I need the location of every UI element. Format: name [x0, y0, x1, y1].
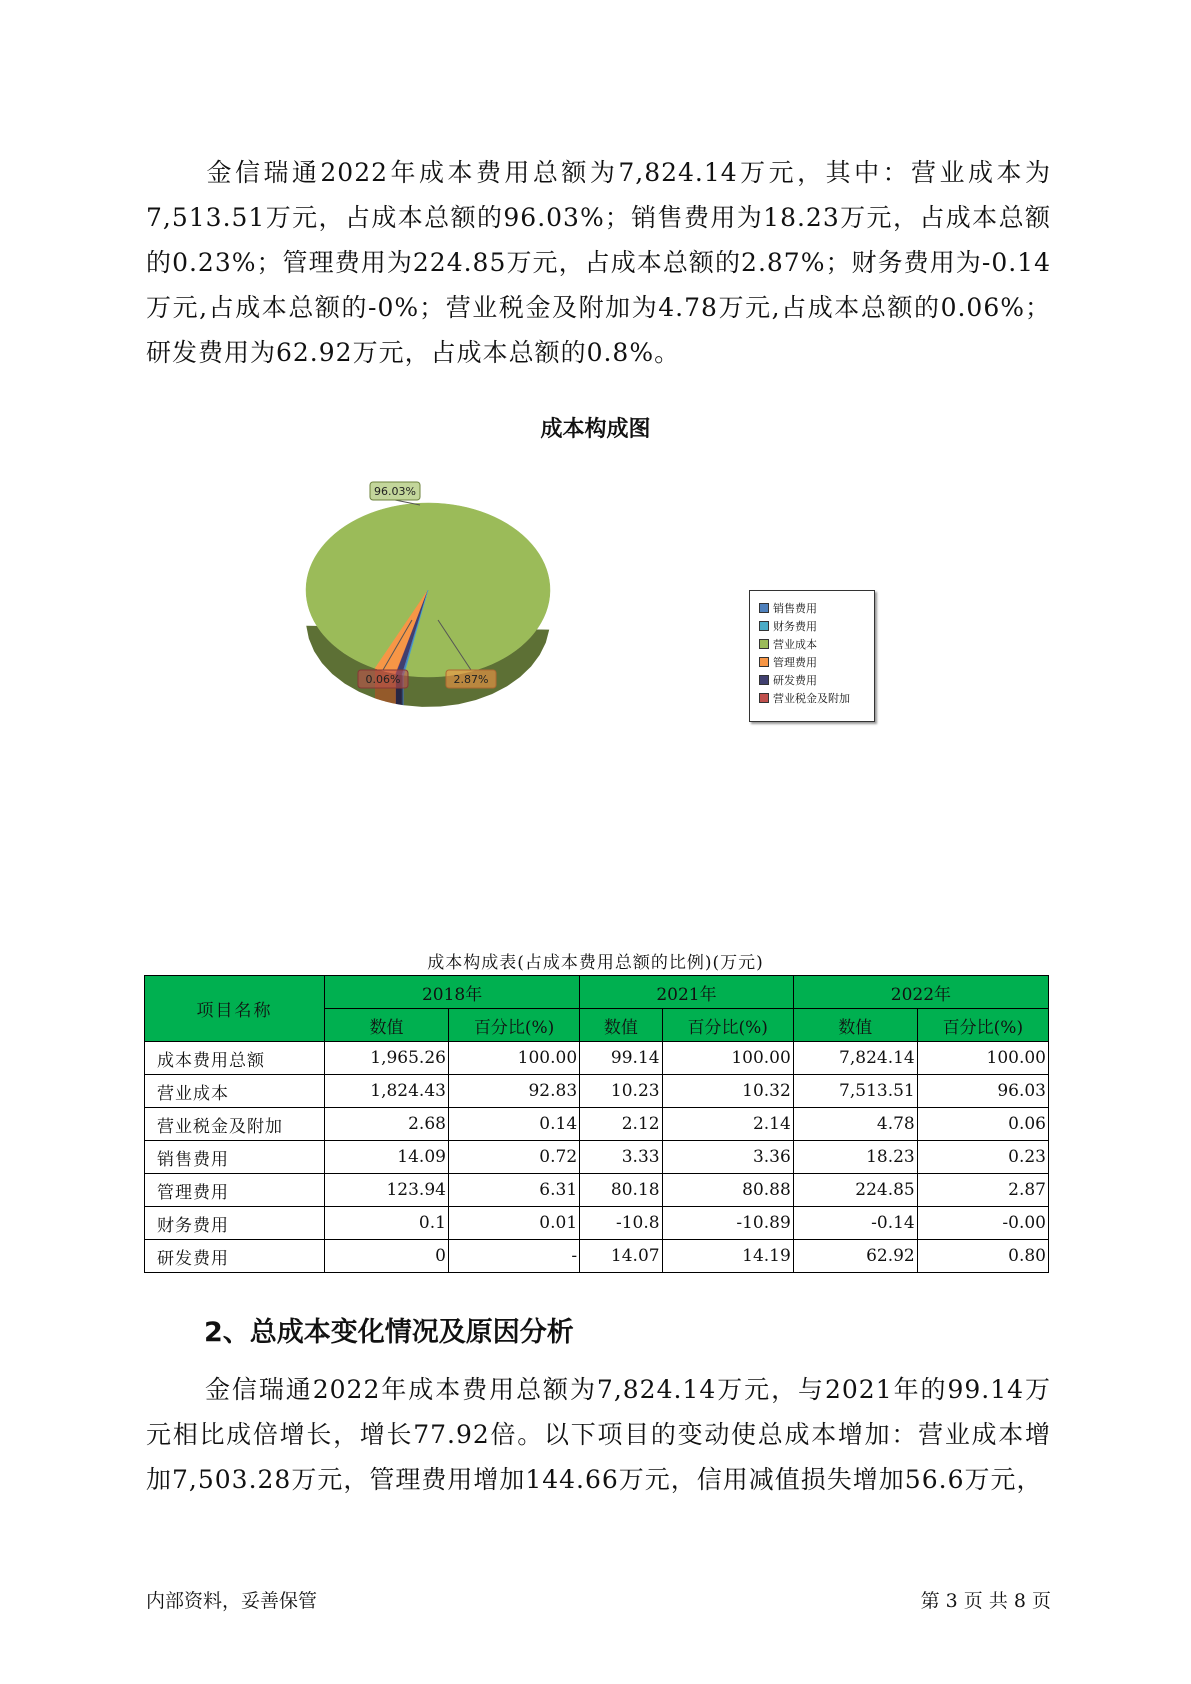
header-year: 2018年	[325, 976, 580, 1009]
percent-cell: 80.88	[662, 1174, 793, 1207]
table-row	[145, 1207, 1049, 1240]
legend-item	[759, 637, 817, 653]
value-cell: 123.94	[325, 1174, 449, 1207]
percent-cell: 3.36	[662, 1141, 793, 1174]
row-label: 成本费用总额	[145, 1042, 325, 1075]
value-cell: 3.33	[580, 1141, 662, 1174]
paragraph-cost-change	[146, 1367, 1051, 1502]
legend-item	[759, 655, 817, 671]
legend-swatch	[759, 603, 769, 613]
paragraph-cost-summary-text: 金信瑞通2022年成本费用总额为7,824.14万元，其中：营业成本为7,513.51万元，占成本总额的96.03%；销售费用为18.23万元，占成本总额的0.23%；管理费用为224.85万元，占成本总额的2.87%；财务费用为-0.14万元,占成本总额的-0%；营业税金及附加为4.78万元,占成本总额的0.06%；研发费用为62.92万元，占成本总额的0.8%。	[146, 158, 1051, 367]
legend-item	[759, 619, 817, 635]
paragraph-cost-change-text: 金信瑞通2022年成本费用总额为7,824.14万元，与2021年的99.14万元相比成倍增长，增长77.92倍。以下项目的变动使总成本增加：营业成本增加7,503.28万元，管理费用增加144.66万元，信用减值损失增加56.6万元，	[146, 1375, 1051, 1494]
legend-label: 营业成本	[773, 638, 817, 651]
table-row	[145, 1108, 1049, 1141]
percent-cell: 0.06	[917, 1108, 1048, 1141]
percent-cell: 100.00	[917, 1042, 1048, 1075]
table-caption: 成本构成表(占成本费用总额的比例)(万元)	[427, 953, 764, 973]
percent-cell: 10.32	[662, 1075, 793, 1108]
percent-cell: -	[448, 1240, 579, 1273]
value-cell: 224.85	[793, 1174, 917, 1207]
value-cell: 80.18	[580, 1174, 662, 1207]
footer-confidential: 内部资料，妥善保管	[146, 1590, 318, 1612]
percent-cell: 14.19	[662, 1240, 793, 1273]
percent-cell: 6.31	[448, 1174, 579, 1207]
percent-cell: 2.87	[917, 1174, 1048, 1207]
row-label: 营业成本	[145, 1075, 325, 1108]
value-cell: 18.23	[793, 1141, 917, 1174]
pie-chart	[290, 470, 710, 730]
percent-cell: -10.89	[662, 1207, 793, 1240]
header-percent: 百分比(%)	[662, 1009, 793, 1042]
chart-title: 成本构成图	[540, 417, 651, 442]
row-label: 管理费用	[145, 1174, 325, 1207]
paragraph-cost-summary	[146, 150, 1051, 375]
footer-page-number: 第 3 页 共 8 页	[920, 1590, 1051, 1612]
legend-swatch	[759, 621, 769, 631]
header-value: 数值	[580, 1009, 662, 1042]
percent-cell: 0.80	[917, 1240, 1048, 1273]
header-value: 数值	[325, 1009, 449, 1042]
cost-structure-table	[144, 975, 1049, 1273]
percent-cell: 0.14	[448, 1108, 579, 1141]
header-year: 2022年	[793, 976, 1048, 1009]
header-percent: 百分比(%)	[917, 1009, 1048, 1042]
legend-swatch	[759, 657, 769, 667]
legend-item	[759, 673, 817, 689]
value-cell: 62.92	[793, 1240, 917, 1273]
row-label: 财务费用	[145, 1207, 325, 1240]
legend-swatch	[759, 693, 769, 703]
legend-label: 财务费用	[773, 620, 817, 633]
value-cell: -10.8	[580, 1207, 662, 1240]
percent-cell: 92.83	[448, 1075, 579, 1108]
header-year: 2021年	[580, 976, 794, 1009]
percent-cell: 100.00	[448, 1042, 579, 1075]
value-cell: 0.1	[325, 1207, 449, 1240]
chart-legend	[749, 590, 875, 722]
value-cell: 7,824.14	[793, 1042, 917, 1075]
row-label: 研发费用	[145, 1240, 325, 1273]
table-row	[145, 1174, 1049, 1207]
value-cell: 0	[325, 1240, 449, 1273]
percent-cell: 100.00	[662, 1042, 793, 1075]
percent-cell: 0.23	[917, 1141, 1048, 1174]
table-row	[145, 1240, 1049, 1273]
percent-cell: 96.03	[917, 1075, 1048, 1108]
percent-cell: 0.72	[448, 1141, 579, 1174]
value-cell: 14.07	[580, 1240, 662, 1273]
table-row	[145, 1141, 1049, 1174]
legend-item	[759, 601, 817, 617]
percent-cell: 0.01	[448, 1207, 579, 1240]
value-cell: 99.14	[580, 1042, 662, 1075]
row-label: 销售费用	[145, 1141, 325, 1174]
header-percent: 百分比(%)	[448, 1009, 579, 1042]
value-cell: 7,513.51	[793, 1075, 917, 1108]
value-cell: 10.23	[580, 1075, 662, 1108]
pie-label: 96.03%	[374, 485, 416, 498]
legend-label: 营业税金及附加	[773, 692, 850, 705]
value-cell: 4.78	[793, 1108, 917, 1141]
legend-label: 销售费用	[773, 602, 817, 615]
percent-cell: 2.14	[662, 1108, 793, 1141]
legend-swatch	[759, 639, 769, 649]
section-heading: 2、总成本变化情况及原因分析	[204, 1317, 574, 1348]
value-cell: 2.68	[325, 1108, 449, 1141]
row-label: 营业税金及附加	[145, 1108, 325, 1141]
pie-label: 0.06%	[365, 673, 401, 686]
table-row	[145, 1042, 1049, 1075]
legend-label: 管理费用	[773, 656, 817, 669]
value-cell: 1,824.43	[325, 1075, 449, 1108]
header-value: 数值	[793, 1009, 917, 1042]
value-cell: 1,965.26	[325, 1042, 449, 1075]
value-cell: 2.12	[580, 1108, 662, 1141]
percent-cell: -0.00	[917, 1207, 1048, 1240]
legend-swatch	[759, 675, 769, 685]
table-row	[145, 1075, 1049, 1108]
value-cell: 14.09	[325, 1141, 449, 1174]
pie-label: 2.87%	[453, 673, 489, 686]
legend-item	[759, 691, 850, 707]
legend-label: 研发费用	[773, 674, 817, 687]
header-item-name: 项目名称	[145, 976, 325, 1042]
value-cell: -0.14	[793, 1207, 917, 1240]
